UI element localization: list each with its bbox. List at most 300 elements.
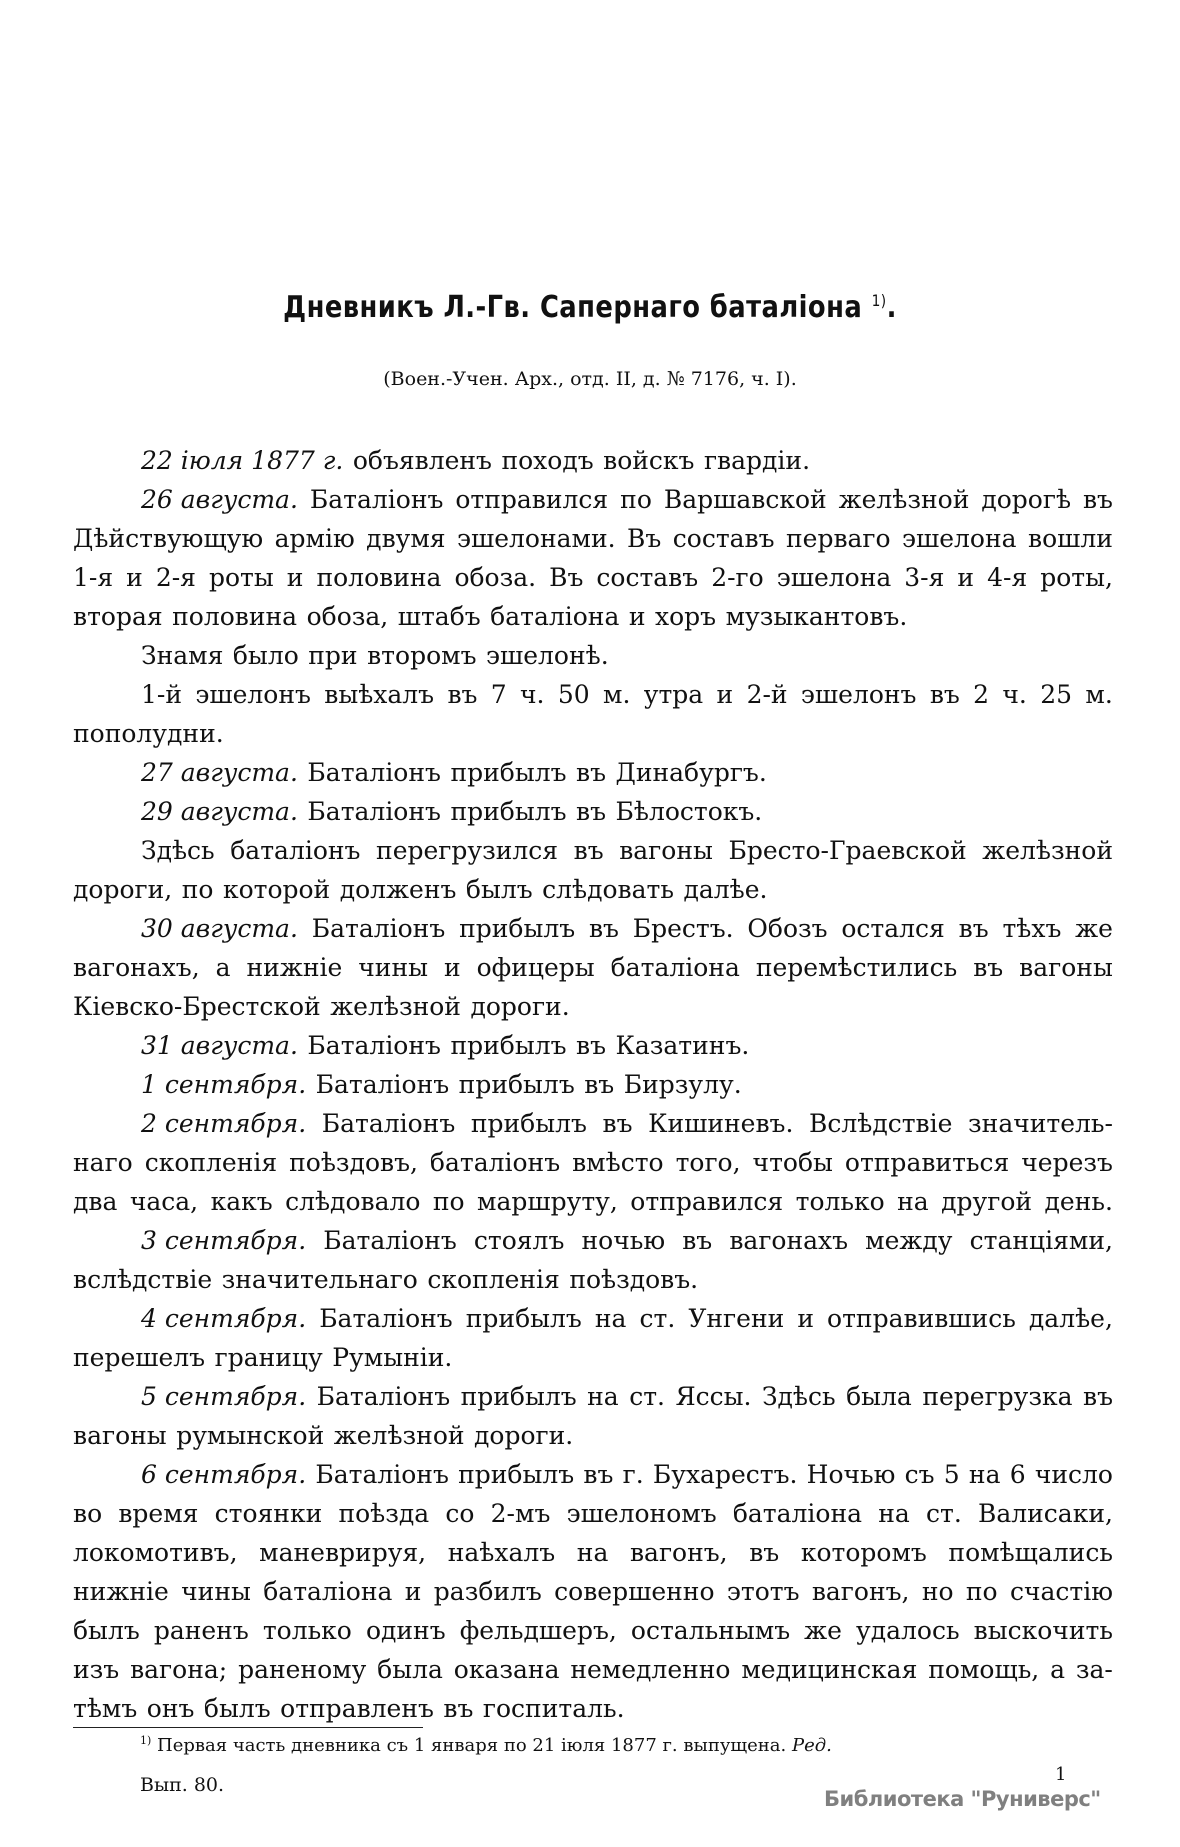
word: перегрузился: [376, 836, 559, 865]
word: на: [878, 1499, 910, 1528]
word: штабъ: [397, 602, 481, 631]
word: баталіона: [490, 602, 620, 631]
word: 5: [943, 1460, 960, 1489]
word: въ: [1083, 1382, 1113, 1411]
footnote-editor-mark: Ред.: [792, 1735, 832, 1756]
word: эшелона: [776, 563, 892, 592]
word: офицеры: [476, 953, 595, 982]
word: 2-мъ: [490, 1499, 551, 1528]
word: Баталіонъ: [309, 485, 444, 514]
word: вагоны: [619, 836, 713, 865]
word: 1-я: [73, 563, 114, 592]
word: раненому: [238, 1655, 367, 1684]
word: помощь,: [928, 1655, 1040, 1684]
word: Баталіонъ: [323, 1226, 457, 1255]
word: гвардіи.: [703, 446, 811, 475]
word: баталіонъ: [429, 1148, 561, 1177]
text-line: [73, 870, 1113, 909]
text-line: [73, 558, 1113, 597]
word: эшелона: [902, 524, 1017, 553]
word: дороги.: [470, 992, 570, 1021]
word: въ: [576, 758, 606, 787]
text-line: [73, 1416, 1113, 1455]
word: на: [968, 1460, 1001, 1489]
word: ч.: [520, 680, 545, 709]
footnote-text: Первая часть дневника съ 1 января по 21 іюля 1877 г. выпущена.: [157, 1735, 787, 1756]
word: прибылъ: [459, 914, 576, 943]
word: Румыніи.: [332, 1343, 453, 1372]
word: въ: [447, 680, 478, 709]
word: а: [215, 953, 231, 982]
word: наѣхалъ: [447, 1538, 556, 1567]
word: Яссы.: [675, 1382, 752, 1411]
entry-date: 6 сентября.: [141, 1460, 307, 1489]
word: Ночью: [806, 1460, 896, 1489]
word: желѣзной: [333, 1421, 465, 1450]
word: Баталіонъ: [311, 914, 446, 943]
word: на: [594, 1304, 627, 1333]
word: Унгени: [688, 1304, 785, 1333]
word: значитель-: [968, 1109, 1113, 1138]
word: ст.: [629, 1382, 665, 1411]
word: Брестъ.: [632, 914, 734, 943]
word: въ: [583, 1460, 614, 1489]
word: въ: [749, 1538, 780, 1567]
word: въ: [443, 1694, 474, 1723]
word: былъ: [203, 1694, 271, 1723]
word: ч.: [1002, 680, 1027, 709]
text-line: [73, 714, 1113, 753]
word: отправился: [455, 485, 609, 514]
word: баталіонъ: [230, 836, 361, 865]
word: второмъ: [367, 641, 477, 670]
text-line: [73, 1026, 1113, 1065]
word: 2-й: [746, 680, 788, 709]
entry-date: 29 августа.: [141, 797, 298, 826]
footnote-divider: [73, 1727, 423, 1728]
word: по: [181, 875, 214, 904]
word: эшелонъ: [195, 680, 311, 709]
text-line: [73, 792, 1113, 831]
page-number: 1: [1055, 1764, 1067, 1785]
word: между: [865, 1226, 953, 1255]
word: Бухарестъ.: [652, 1460, 798, 1489]
word: за-: [1075, 1655, 1113, 1684]
word: на: [587, 1382, 619, 1411]
word: значительнаго: [221, 1265, 418, 1294]
word: эшелонами.: [457, 524, 616, 553]
word: на: [576, 1538, 609, 1567]
word: Валисаки,: [977, 1499, 1113, 1528]
word: баталіона: [610, 953, 740, 982]
word: одинъ: [365, 1616, 446, 1645]
word: поѣздовъ.: [569, 1265, 699, 1294]
entry-date: 2 сентября.: [141, 1109, 307, 1138]
word: Баталіонъ: [315, 1070, 450, 1099]
word: поѣзда: [338, 1499, 430, 1528]
word: 2-го: [711, 563, 764, 592]
word: того,: [675, 1148, 741, 1177]
word: нижніе: [246, 953, 343, 982]
word: тѣхъ: [1002, 914, 1062, 943]
word: г.: [622, 1460, 644, 1489]
word: составъ: [672, 524, 775, 553]
word: въ: [576, 797, 606, 826]
word: день.: [1044, 1187, 1113, 1216]
word: обоза,: [306, 602, 389, 631]
word: маневрируя,: [259, 1538, 427, 1567]
word: и: [286, 563, 304, 592]
text-line: [73, 909, 1113, 948]
word: же: [804, 1616, 842, 1645]
title-footnote-ref: 1): [871, 291, 887, 310]
word: перемѣстились: [755, 953, 958, 982]
word: въ: [973, 953, 1004, 982]
word: Кишиневъ.: [648, 1109, 794, 1138]
word: госпиталь.: [482, 1694, 625, 1723]
word: баталіона: [263, 1577, 393, 1606]
word: желѣзной: [330, 992, 461, 1021]
word: дороги,: [73, 875, 173, 904]
word: отправиться: [844, 1148, 1010, 1177]
text-line: [73, 480, 1113, 519]
entry-date: 31 августа.: [141, 1031, 298, 1060]
word: Знамя: [141, 641, 224, 670]
word: Обозъ: [747, 914, 828, 943]
word: 2: [973, 680, 990, 709]
word: Варшавской: [663, 485, 827, 514]
text-line: [73, 636, 1113, 675]
diary-body: [73, 441, 1113, 1728]
word: нижніе: [73, 1577, 169, 1606]
word: Баталіонъ: [316, 1382, 451, 1411]
word: счастію: [1009, 1577, 1113, 1606]
word: Бѣлостокъ.: [615, 797, 763, 826]
word: Вслѣдствіе: [809, 1109, 953, 1138]
word: 25: [1040, 680, 1073, 709]
word: 4-я: [987, 563, 1028, 592]
word: и: [126, 563, 143, 592]
word: перегрузка: [922, 1382, 1073, 1411]
word: въ: [588, 914, 619, 943]
title-period: .: [886, 290, 897, 325]
word: которой: [222, 875, 331, 904]
word: и: [957, 563, 975, 592]
word: скопленія: [427, 1265, 560, 1294]
word: отправленъ: [280, 1694, 434, 1723]
word: 50: [557, 680, 590, 709]
word: съ: [904, 1460, 935, 1489]
word: въ: [576, 1031, 606, 1060]
word: оказана: [453, 1655, 560, 1684]
word: Баталіонъ: [315, 1460, 449, 1489]
text-line: [73, 987, 1113, 1026]
word: Бресто-Граевской: [728, 836, 967, 865]
word: помѣщались: [948, 1538, 1113, 1567]
word: Динабургъ.: [615, 758, 767, 787]
word: Здѣсь: [141, 836, 215, 865]
word: эшелонъ: [800, 680, 917, 709]
word: совершенно: [554, 1577, 715, 1606]
word: дорогѣ: [981, 485, 1072, 514]
word: стоянки: [214, 1499, 323, 1528]
word: этотъ: [726, 1577, 800, 1606]
text-line: [73, 1494, 1113, 1533]
word: чины: [358, 953, 429, 982]
word: обоза.: [454, 563, 537, 592]
word: удалось: [856, 1616, 960, 1645]
word: Кіевско-Брестской: [73, 992, 321, 1021]
word: 1-й: [141, 680, 183, 709]
word: которомъ: [800, 1538, 927, 1567]
text-line: [73, 1143, 1113, 1182]
word: маршруту,: [477, 1187, 618, 1216]
word: изъ: [73, 1655, 120, 1684]
word: вмѣсто: [572, 1148, 664, 1177]
word: перешелъ: [73, 1343, 206, 1372]
word: число: [1034, 1460, 1113, 1489]
word: вагонахъ: [729, 1226, 849, 1255]
text-line: [73, 753, 1113, 792]
word: половина: [316, 563, 442, 592]
word: при: [308, 641, 358, 670]
word: но: [921, 1577, 954, 1606]
word: прибылъ: [470, 1109, 587, 1138]
word: Въ: [549, 563, 584, 592]
word: Бирзулу.: [623, 1070, 742, 1099]
text-line: [73, 1572, 1113, 1611]
word: локомотивъ,: [73, 1538, 238, 1567]
word: немедленно: [570, 1655, 731, 1684]
word: прибылъ: [450, 1031, 567, 1060]
word: же: [1075, 914, 1113, 943]
word: какъ: [210, 1187, 273, 1216]
text-line: [73, 675, 1113, 714]
word: вагонахъ,: [73, 953, 200, 982]
footnote-marker: 1): [140, 1734, 152, 1747]
word: вслѣдствіе: [73, 1265, 213, 1294]
word: станціями,: [969, 1226, 1113, 1255]
word: по: [620, 485, 652, 514]
text-line: [73, 519, 1113, 558]
entry-date: 30 августа.: [141, 914, 298, 943]
word: м.: [1085, 680, 1113, 709]
word: Дѣйствующую: [73, 524, 264, 553]
word: ночью: [581, 1226, 666, 1255]
text-line: [73, 1182, 1113, 1221]
word: войскъ: [603, 446, 695, 475]
word: выѣхалъ: [324, 680, 435, 709]
word: слѣдовало: [285, 1187, 421, 1216]
text-line: [73, 948, 1113, 987]
word: слѣдовать: [542, 875, 674, 904]
word: время: [118, 1499, 199, 1528]
text-line: [73, 1455, 1113, 1494]
text-line: [73, 1689, 1113, 1728]
word: былъ: [465, 875, 533, 904]
word: прибылъ: [458, 1070, 575, 1099]
word: въ: [929, 680, 960, 709]
word: только: [795, 1187, 885, 1216]
word: румынской: [176, 1421, 325, 1450]
word: баталіона: [732, 1499, 863, 1528]
word: со: [445, 1499, 475, 1528]
word: онъ: [146, 1694, 195, 1723]
word: утра: [643, 680, 704, 709]
word: желѣзной: [982, 836, 1113, 865]
word: прибылъ: [450, 758, 567, 787]
word: вошли: [1028, 524, 1113, 553]
word: раненъ: [153, 1616, 249, 1645]
word: поѣздовъ,: [289, 1148, 418, 1177]
word: въ: [682, 1226, 713, 1255]
word: армію: [274, 524, 355, 553]
text-line: [73, 1221, 1113, 1260]
word: ст.: [926, 1499, 962, 1528]
word: и: [443, 953, 461, 982]
word: двумя: [366, 524, 446, 553]
word: Казатинъ.: [615, 1031, 750, 1060]
word: эшелонѣ.: [485, 641, 609, 670]
entry-date: 4 сентября.: [141, 1304, 307, 1333]
word: наго: [73, 1148, 133, 1177]
word: а: [1050, 1655, 1066, 1684]
word: только: [262, 1616, 352, 1645]
word: дороги.: [474, 1421, 574, 1450]
word: пополудни.: [73, 719, 224, 748]
word: половина: [172, 602, 298, 631]
word: вагона;: [130, 1655, 228, 1684]
word: и: [716, 680, 734, 709]
word: вагоны: [1019, 953, 1113, 982]
word: была: [377, 1655, 443, 1684]
text-line: [73, 1338, 1113, 1377]
page-title: [83, 290, 1098, 325]
word: роты: [208, 563, 274, 592]
word: 7: [490, 680, 507, 709]
word: отправившись: [827, 1304, 1016, 1333]
word: далѣе.: [683, 875, 768, 904]
entry-date: 3 сентября.: [141, 1226, 307, 1255]
word: Баталіонъ: [307, 758, 441, 787]
word: черезъ: [1021, 1148, 1113, 1177]
word: чтобы: [752, 1148, 833, 1177]
word: во: [73, 1499, 103, 1528]
word: хоръ: [655, 602, 717, 631]
word: далѣе,: [1028, 1304, 1113, 1333]
word: 6: [1009, 1460, 1026, 1489]
word: музыкантовъ.: [725, 602, 908, 631]
word: было: [232, 641, 299, 670]
word: прибылъ: [458, 1460, 575, 1489]
word: Баталіонъ: [321, 1109, 456, 1138]
word: прибылъ: [465, 1304, 582, 1333]
word: Баталіонъ: [307, 797, 441, 826]
word: по: [432, 1187, 465, 1216]
word: на: [897, 1187, 929, 1216]
word: въ: [584, 1070, 615, 1099]
word: роты,: [1040, 563, 1113, 592]
text-line: [73, 1611, 1113, 1650]
word: вагоны: [73, 1421, 167, 1450]
word: по: [965, 1577, 998, 1606]
word: выскочить: [973, 1616, 1113, 1645]
text-line: [73, 1533, 1113, 1572]
text-line: [73, 1260, 1113, 1299]
word: долженъ: [339, 875, 457, 904]
word: м.: [603, 680, 631, 709]
word: перваго: [785, 524, 891, 553]
word: въ: [1082, 485, 1113, 514]
word: Здѣсь: [761, 1382, 836, 1411]
word: Въ: [627, 524, 662, 553]
word: два: [73, 1187, 118, 1216]
word: 3-я: [904, 563, 945, 592]
word: и: [797, 1304, 814, 1333]
text-line: [73, 1104, 1113, 1143]
text-line: [73, 1650, 1113, 1689]
word: ст.: [639, 1304, 676, 1333]
title-text: Дневникъ Л.-Гв. Сапернаго баталіона: [283, 290, 863, 325]
entry-date: 27 августа.: [141, 758, 298, 787]
text-line: [73, 831, 1113, 870]
text-line: [73, 1299, 1113, 1338]
word: другой: [941, 1187, 1033, 1216]
issue-number: Вып. 80.: [140, 1774, 225, 1796]
word: въ: [602, 1109, 633, 1138]
word: объявленъ: [352, 446, 492, 475]
word: эшелономъ: [566, 1499, 717, 1528]
word: тѣмъ: [73, 1694, 138, 1723]
word: фельдшеръ,: [459, 1616, 617, 1645]
word: Баталіонъ: [307, 1031, 441, 1060]
text-line: [73, 597, 1113, 636]
word: вагонъ,: [629, 1538, 728, 1567]
word: границу: [214, 1343, 323, 1372]
text-line: [73, 1377, 1113, 1416]
word: часа,: [129, 1187, 199, 1216]
word: составъ: [596, 563, 699, 592]
word: была: [846, 1382, 912, 1411]
word: Баталіонъ: [319, 1304, 453, 1333]
word: скопленія: [144, 1148, 278, 1177]
word: и: [404, 1577, 422, 1606]
word: 2-я: [155, 563, 196, 592]
entry-date: 26 августа.: [141, 485, 298, 514]
library-watermark: Библиотека "Руниверс": [824, 1787, 1101, 1811]
entry-date: 1 сентября.: [141, 1070, 307, 1099]
word: походъ: [501, 446, 594, 475]
word: стоялъ: [473, 1226, 565, 1255]
word: вторая: [73, 602, 163, 631]
entry-date: 5 сентября.: [141, 1382, 307, 1411]
word: въ: [573, 836, 604, 865]
word: вагонъ,: [811, 1577, 910, 1606]
word: отправился: [630, 1187, 784, 1216]
word: и: [628, 602, 646, 631]
word: желѣзной: [838, 485, 970, 514]
word: прибылъ: [460, 1382, 577, 1411]
footnote: [140, 1734, 832, 1756]
word: разбилъ: [433, 1577, 542, 1606]
word: въ: [958, 914, 989, 943]
text-line: [73, 441, 1113, 480]
entry-date: 22 іюля 1877 г.: [141, 446, 344, 475]
word: остальнымъ: [630, 1616, 791, 1645]
archive-source: (Воен.-Учен. Арх., отд. II, д. № 7176, ч. I).: [383, 368, 797, 390]
word: былъ: [73, 1616, 140, 1645]
word: чины: [181, 1577, 251, 1606]
